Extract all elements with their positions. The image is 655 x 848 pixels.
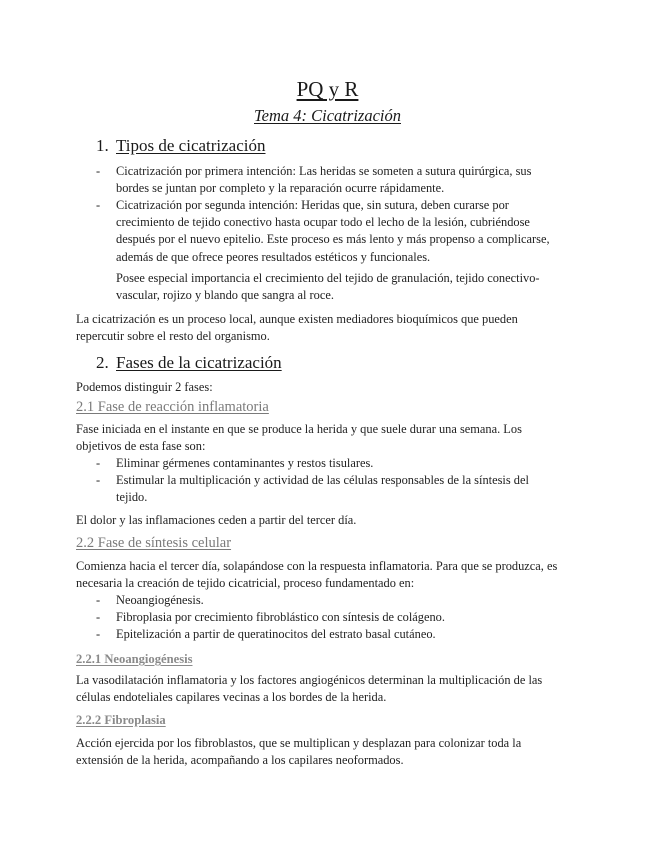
- list-item: [96, 197, 576, 266]
- section-1-title: Tipos de cicatrización: [116, 136, 266, 155]
- subsection-2-2-title: 2.2 Fase de síntesis celular: [76, 535, 232, 551]
- list-item: [96, 626, 576, 643]
- text-line: Eliminar gérmenes contaminantes y restos tisulares.: [116, 456, 374, 470]
- text-line: La vasodilatación inflamatoria y los factores angiogénicos determinan la multiplicación de las: [76, 673, 543, 687]
- text-line: Comienza hacia el tercer día, solapándose con la respuesta inflamatoria. Para que se produzca, es: [76, 559, 558, 573]
- text-line: Acción ejercida por los fibroblastos, que se multiplican y desplazan para colonizar toda la: [76, 736, 522, 750]
- section-1-number: 1.: [96, 136, 109, 155]
- text-line: Fibroplasia por crecimiento fibroblástico con síntesis de colágeno.: [116, 610, 445, 624]
- list-item: [96, 163, 576, 197]
- text-line: Estimular la multiplicación y actividad de las células responsables de la síntesis del: [116, 473, 529, 487]
- text-line: crecimiento de tejido conectivo hasta ocupar todo el lecho de la lesión, cubriéndose: [116, 215, 530, 230]
- list-item: [96, 472, 576, 506]
- document-subtitle: Tema 4: Cicatrización: [254, 106, 401, 125]
- bullet-dash: -: [96, 627, 101, 641]
- bullet-dash: -: [96, 164, 101, 178]
- text-line: Epitelización a partir de queratinocitos del estrato basal cutáneo.: [116, 627, 436, 641]
- section-2-intro: Podemos distinguir 2 fases:: [76, 380, 213, 394]
- bullet-dash: -: [96, 610, 101, 624]
- list-item: [96, 609, 576, 626]
- paragraph: [76, 558, 616, 592]
- section-2-heading: [96, 352, 282, 374]
- subsection-2-2-2-title: 2.2.2 Fibroplasia: [76, 713, 166, 727]
- paragraph: El dolor y las inflamaciones ceden a partir del tercer día.: [76, 513, 357, 527]
- document-title: PQ y R: [296, 77, 359, 101]
- paragraph: [76, 421, 596, 455]
- text-line: necesaria la creación de tejido cicatricial, proceso fundamentado en:: [76, 576, 415, 591]
- text-line: células endoteliales capilares vecinas a los bordes de la herida.: [76, 690, 387, 705]
- text-line: Fase iniciada en el instante en que se produce la herida y que suele durar una semana. Los: [76, 422, 522, 436]
- bullet-dash: -: [96, 473, 101, 487]
- text-line: además de que ofrece peores resultados estéticos y funcionales.: [116, 249, 431, 264]
- text-line: tejido.: [116, 490, 148, 505]
- note-paragraph: [116, 270, 576, 304]
- text-line: después por el nuevo epitelio. Este proceso es más lento y más propenso a complicarse,: [116, 232, 550, 247]
- bullet-dash: -: [96, 456, 101, 470]
- list-item: [96, 455, 576, 472]
- text-line: repercutir sobre el resto del organismo.: [76, 329, 270, 344]
- text-line: objetivos de esta fase son:: [76, 439, 206, 454]
- subsection-2-1-title: 2.1 Fase de reacción inflamatoria: [76, 399, 269, 415]
- text-line: bordes se juntan por completo y la reparación ocurre rápidamente.: [116, 181, 445, 196]
- bullet-dash: -: [96, 198, 101, 212]
- paragraph: [76, 311, 576, 345]
- text-line: extensión de la herida, acompañando a los capilares neoformados.: [76, 753, 404, 768]
- text-line: La cicatrización es un proceso local, aunque existen mediadores bioquímicos que pueden: [76, 312, 518, 326]
- section-2-title: Fases de la cicatrización: [116, 353, 282, 372]
- text-line: Posee especial importancia el crecimiento del tejido de granulación, tejido conectivo-: [116, 271, 540, 285]
- bullet-dash: -: [96, 593, 101, 607]
- section-2-number: 2.: [96, 353, 109, 372]
- paragraph: [76, 672, 596, 706]
- paragraph: [76, 735, 596, 769]
- section-1-heading: [96, 135, 266, 157]
- text-line: vascular, rojizo y blando que sangra al roce.: [116, 288, 334, 303]
- text-line: Neoangiogénesis.: [116, 593, 204, 607]
- text-line: Cicatrización por segunda intención: Heridas que, sin sutura, deben curarse por: [116, 198, 509, 212]
- list-item: [96, 592, 576, 609]
- text-line: Cicatrización por primera intención: Las heridas se someten a sutura quirúrgica, sus: [116, 164, 532, 178]
- subsection-2-2-1-title: 2.2.1 Neoangiogénesis: [76, 652, 193, 666]
